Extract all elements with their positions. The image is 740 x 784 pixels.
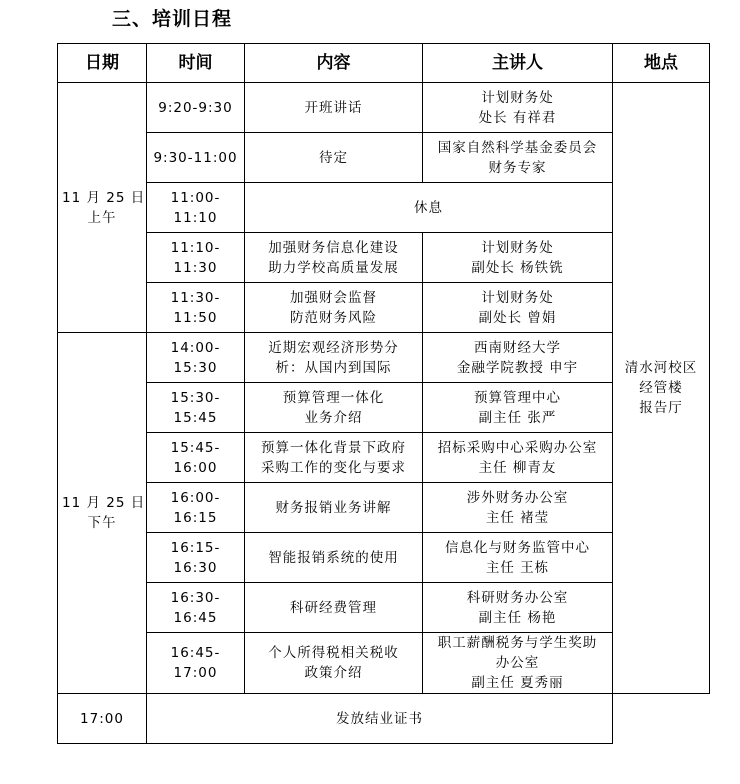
section-title: 三、培训日程 <box>112 8 233 30</box>
location-line: 报告厅 <box>639 400 683 416</box>
speaker-line: 副处长 杨铁铣 <box>471 259 564 276</box>
speaker-cell <box>423 83 613 133</box>
table-row <box>58 433 710 483</box>
time-cell: 16:00-16:15 <box>147 483 245 533</box>
content-cell <box>245 333 423 383</box>
content-cell <box>245 83 423 133</box>
speaker-cell <box>423 433 613 483</box>
content-line: 预算管理一体化 <box>282 389 385 406</box>
content-line: 析：从国内到国际 <box>275 359 392 376</box>
speaker-cell <box>423 233 613 283</box>
header-date: 日期 <box>58 44 147 83</box>
speaker-line: 科研财务办公室 <box>466 589 569 606</box>
table-row <box>58 333 710 383</box>
table-row <box>58 533 710 583</box>
speaker-line: 主任 柳青友 <box>478 459 557 476</box>
content-line: 个人所得税相关税收 <box>268 645 399 661</box>
table-row <box>58 583 710 633</box>
speaker-cell <box>423 333 613 383</box>
content-line: 业务介绍 <box>304 409 363 426</box>
speaker-line: 副主任 夏秀丽 <box>471 675 564 691</box>
speaker-line: 计划财务处 <box>481 289 554 306</box>
content-line: 智能报销系统的使用 <box>268 549 399 566</box>
speaker-line: 副主任 杨艳 <box>478 609 557 626</box>
speaker-line: 计划财务处 <box>481 89 554 106</box>
table-row <box>58 283 710 333</box>
time-cell: 11:10-11:30 <box>147 233 245 283</box>
speaker-line: 办公室 <box>495 655 540 671</box>
speaker-line: 财务专家 <box>488 159 547 176</box>
content-cell <box>245 533 423 583</box>
content-line: 采购工作的变化与要求 <box>261 459 406 476</box>
header-location: 地点 <box>613 44 710 83</box>
content-line: 科研经费管理 <box>290 599 377 616</box>
date-line: 11 月 25 日 <box>62 189 146 206</box>
content-line: 政策介绍 <box>304 665 363 681</box>
speaker-line: 主任 褚莹 <box>485 509 550 526</box>
location-line: 经管楼 <box>639 380 683 396</box>
time-cell: 11:00-11:10 <box>147 183 245 233</box>
speaker-line: 计划财务处 <box>481 239 554 256</box>
time-cell: 16:30-16:45 <box>147 583 245 633</box>
location-line: 清水河校区 <box>624 360 698 376</box>
speaker-cell <box>423 383 613 433</box>
speaker-line: 预算管理中心 <box>474 389 561 406</box>
table-row <box>58 233 710 283</box>
content-line: 防范财务风险 <box>290 309 377 326</box>
speaker-line: 涉外财务办公室 <box>466 489 569 506</box>
time-cell: 9:20-9:30 <box>147 83 245 133</box>
time-cell: 14:00-15:30 <box>147 333 245 383</box>
header-time: 时间 <box>147 44 245 83</box>
content-cell <box>245 133 423 183</box>
table-row <box>58 694 710 744</box>
content-cell <box>245 633 423 694</box>
table-row <box>58 83 710 133</box>
date-cell <box>58 333 147 694</box>
time-cell: 11:30-11:50 <box>147 283 245 333</box>
content-cell <box>245 383 423 433</box>
content-cell <box>245 433 423 483</box>
table-row <box>58 133 710 183</box>
time-cell: 15:30-15:45 <box>147 383 245 433</box>
speaker-line: 招标采购中心采购办公室 <box>437 439 598 456</box>
content-line: 财务报销业务讲解 <box>275 499 392 516</box>
speaker-line: 金融学院教授 申宇 <box>456 359 579 376</box>
speaker-line: 信息化与财务监管中心 <box>445 539 590 556</box>
merged-cell: 发放结业证书 <box>147 694 613 744</box>
content-line: 近期宏观经济形势分 <box>268 339 399 356</box>
speaker-cell <box>423 483 613 533</box>
speaker-cell <box>423 283 613 333</box>
time-cell: 9:30-11:00 <box>147 133 245 183</box>
content-line: 开班讲话 <box>304 99 363 116</box>
speaker-line: 职工薪酬税务与学生奖助 <box>437 635 598 651</box>
table-row <box>58 483 710 533</box>
schedule-body <box>58 83 710 744</box>
date-line: 11 月 25 日 <box>62 495 146 511</box>
content-line: 预算一体化背景下政府 <box>261 439 406 456</box>
content-cell <box>245 233 423 283</box>
table-row <box>58 183 710 233</box>
header-row <box>58 44 710 83</box>
table-row <box>58 383 710 433</box>
header-speaker: 主讲人 <box>423 44 613 83</box>
speaker-cell <box>423 533 613 583</box>
content-line: 加强财会监督 <box>290 289 377 306</box>
header-content: 内容 <box>245 44 423 83</box>
speaker-line: 西南财经大学 <box>474 339 561 356</box>
speaker-cell <box>423 583 613 633</box>
time-cell: 17:00 <box>58 694 147 744</box>
content-line: 助力学校高质量发展 <box>268 259 399 276</box>
table-row <box>58 633 710 694</box>
date-cell <box>58 83 147 333</box>
merged-cell: 休息 <box>245 183 613 233</box>
speaker-cell <box>423 633 613 694</box>
speaker-line: 副主任 张严 <box>478 409 557 426</box>
location-cell <box>613 83 710 694</box>
speaker-line: 国家自然科学基金委员会 <box>437 139 598 156</box>
speaker-line: 主任 王栋 <box>485 559 550 576</box>
time-cell: 16:15-16:30 <box>147 533 245 583</box>
time-cell: 15:45-16:00 <box>147 433 245 483</box>
content-line: 加强财务信息化建设 <box>268 239 399 256</box>
speaker-line: 处长 有祥君 <box>478 109 557 126</box>
date-line: 下午 <box>87 515 117 531</box>
date-line: 上午 <box>87 209 117 226</box>
speaker-cell <box>423 133 613 183</box>
time-cell: 16:45-17:00 <box>147 633 245 694</box>
content-cell <box>245 483 423 533</box>
content-cell <box>245 583 423 633</box>
content-line: 待定 <box>319 149 348 166</box>
speaker-line: 副处长 曾娟 <box>478 309 557 326</box>
schedule-table <box>57 43 710 744</box>
content-cell <box>245 283 423 333</box>
